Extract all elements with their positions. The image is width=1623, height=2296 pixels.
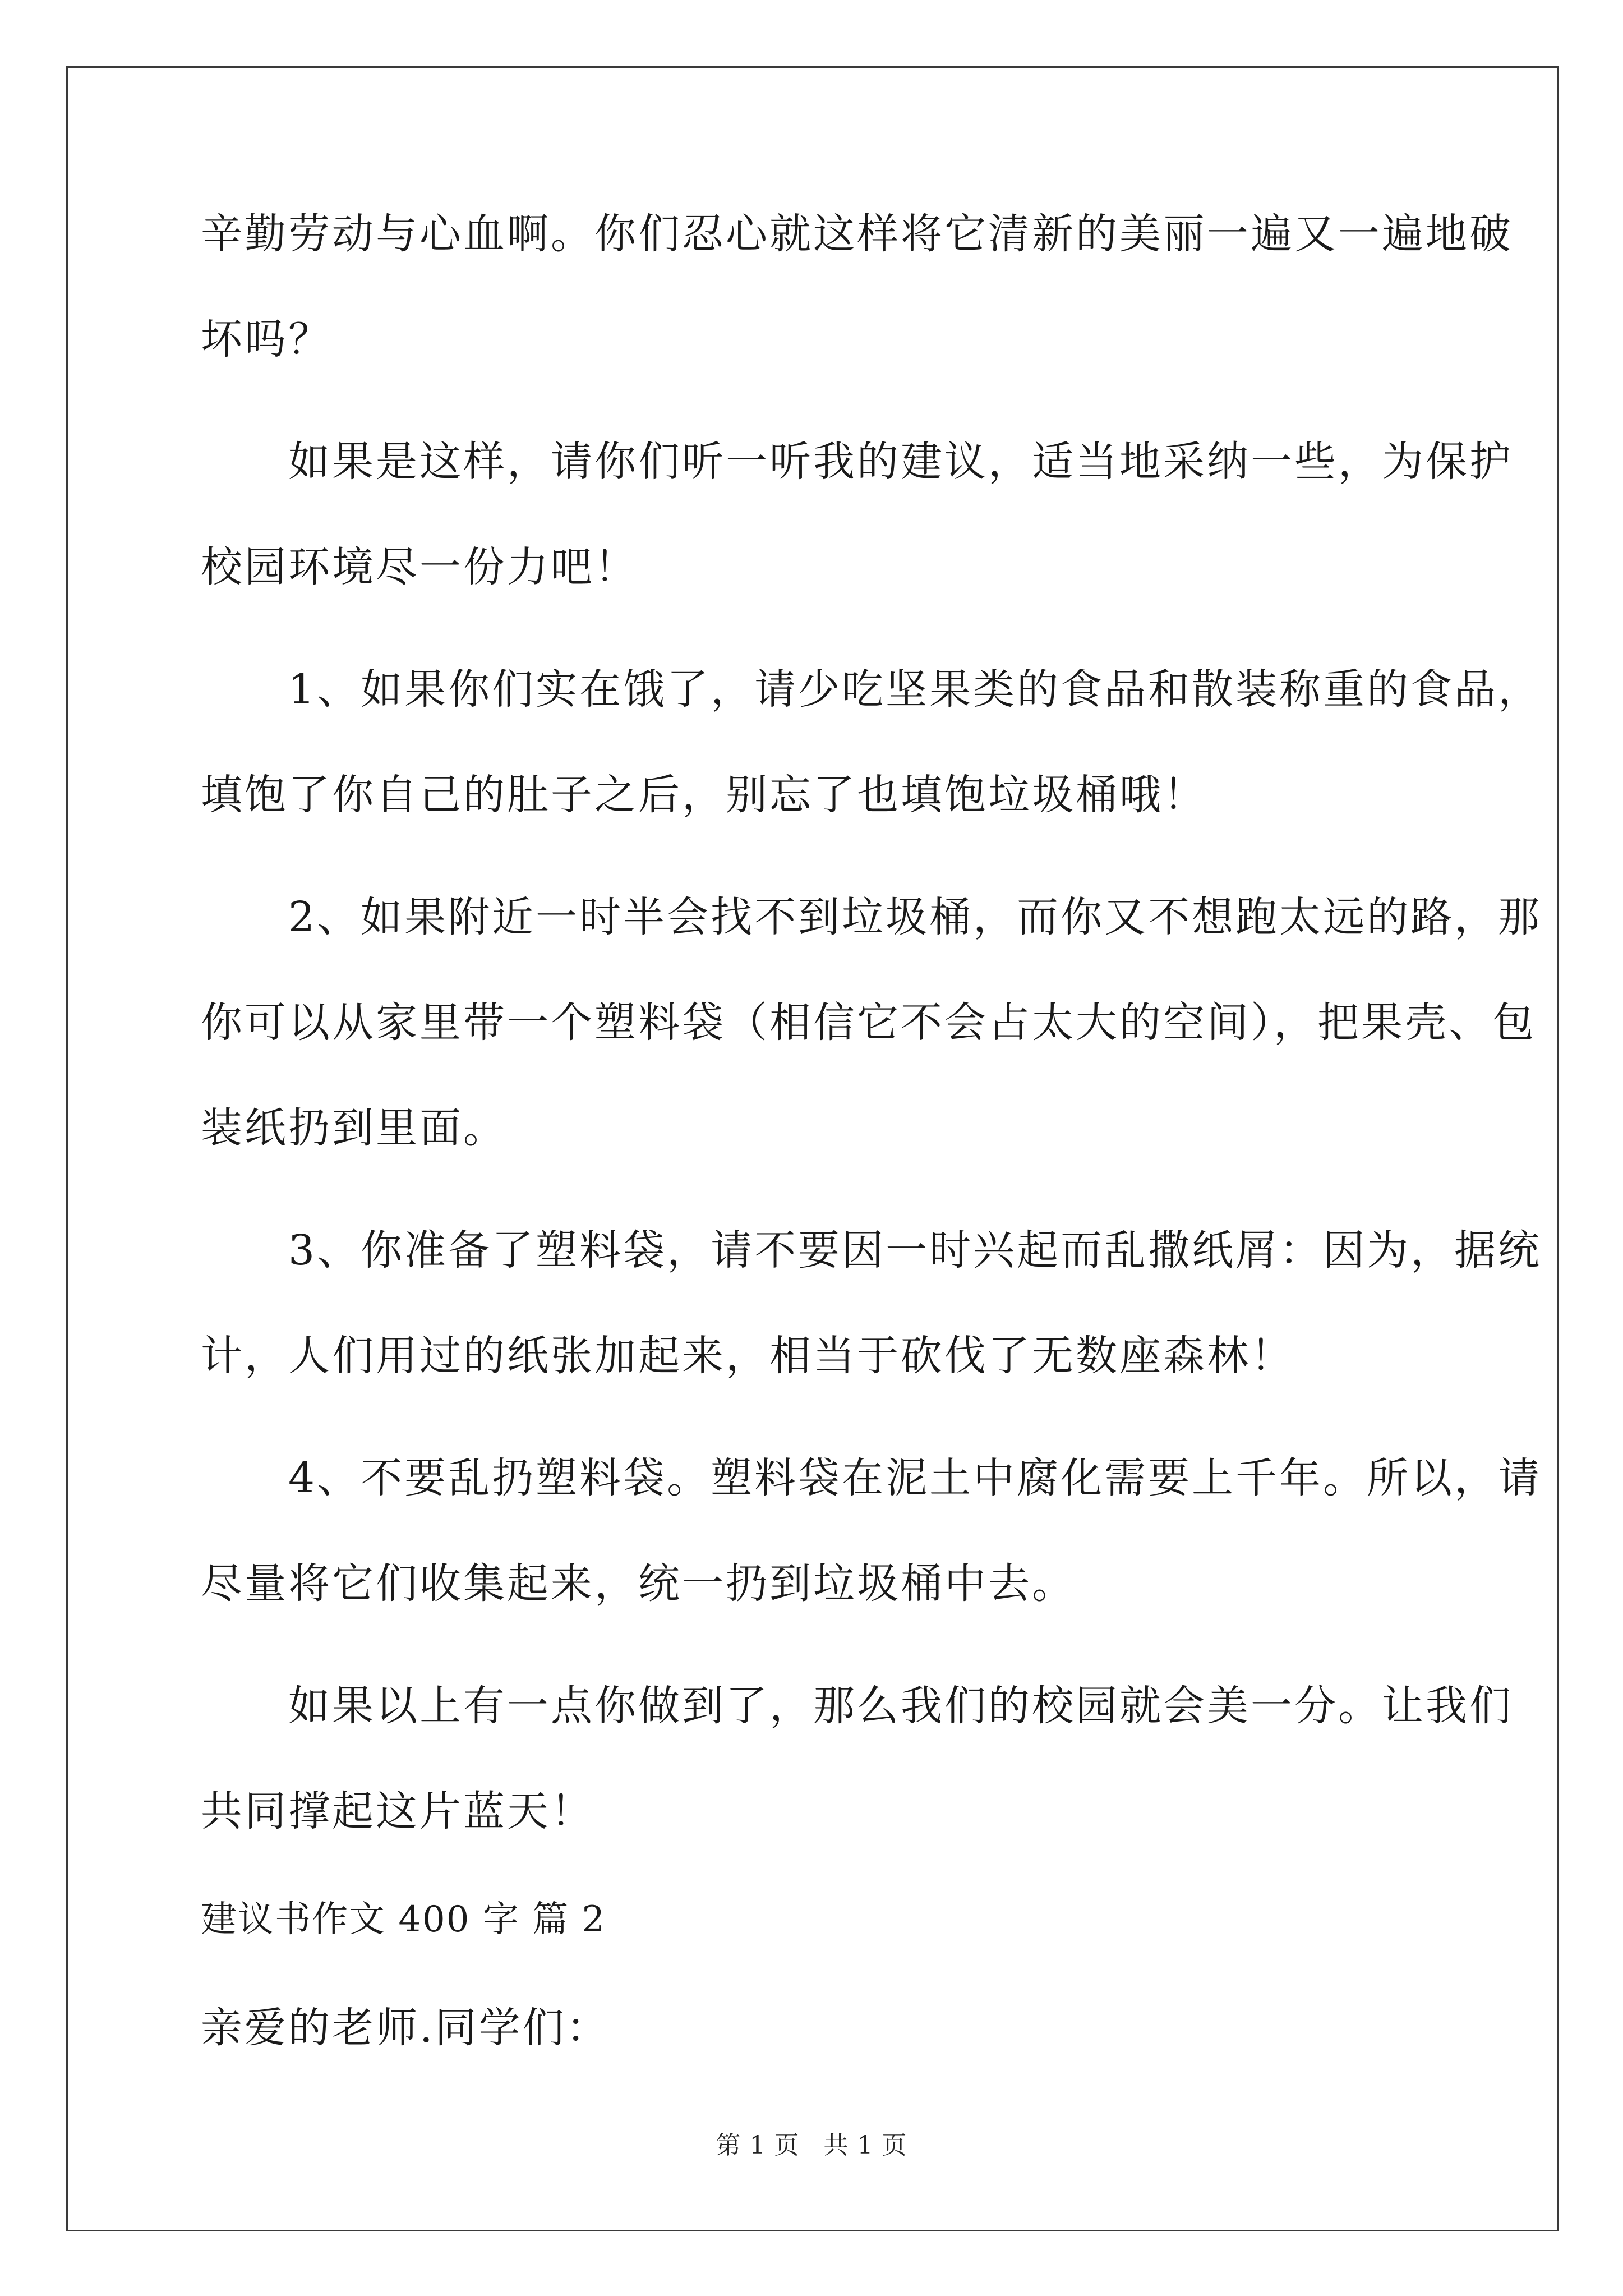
section-heading: 建议书作文 400 字 篇 2 (201, 1899, 606, 1940)
text-line: 装纸扔到里面。 (201, 1104, 507, 1152)
page-footer (0, 2125, 1623, 2161)
paragraph-1 (201, 210, 1513, 364)
text-line: 你可以从家里带一个塑料袋（相信它不会占太大的空间），把果壳、包 (201, 999, 1536, 1047)
text-line: 3、你准备了塑料袋，请不要因一时兴起而乱撒纸屑：因为，据统 (201, 1226, 1542, 1274)
paragraph-5 (201, 1226, 1542, 1380)
paragraph-3 (201, 665, 1542, 819)
document-body (201, 210, 1542, 2052)
paragraph-6 (201, 1454, 1542, 1608)
paragraph-4 (201, 893, 1542, 1152)
paragraph-2 (201, 438, 1513, 591)
page-number-current: 第 1 页 (716, 2131, 800, 2160)
text-line: 填饱了你自己的肚子之后，别忘了也填饱垃圾桶哦！ (201, 771, 1207, 819)
paragraph-7 (201, 1682, 1513, 1835)
text-line: 1、如果你们实在饿了，请少吃坚果类的食品和散装称重的食品， (201, 665, 1542, 714)
text-line: 校园环境尽一份力吧！ (201, 543, 638, 591)
text-line: 共同撑起这片蓝天！ (201, 1787, 594, 1835)
text-line: 2、如果附近一时半会找不到垃圾桶，而你又不想跑太远的路，那 (201, 893, 1542, 941)
text-line: 坏吗？ (201, 315, 332, 364)
text-line: 4、不要乱扔塑料袋。塑料袋在泥土中腐化需要上千年。所以，请 (201, 1454, 1542, 1502)
text-line: 尽量将它们收集起来，统一扔到垃圾桶中去。 (201, 1559, 1076, 1608)
salutation: 亲爱的老师.同学们： (201, 2004, 610, 2052)
text-line: 如果以上有一点你做到了，那么我们的校园就会美一分。让我们 (201, 1682, 1513, 1730)
text-line: 计，人们用过的纸张加起来，相当于砍伐了无数座森林！ (201, 1332, 1294, 1380)
page-number-total: 共 1 页 (823, 2131, 907, 2160)
text-line: 辛勤劳动与心血啊。你们忍心就这样将它清新的美丽一遍又一遍地破 (201, 210, 1513, 258)
text-line: 如果是这样，请你们听一听我的建议，适当地采纳一些，为保护 (201, 438, 1513, 486)
